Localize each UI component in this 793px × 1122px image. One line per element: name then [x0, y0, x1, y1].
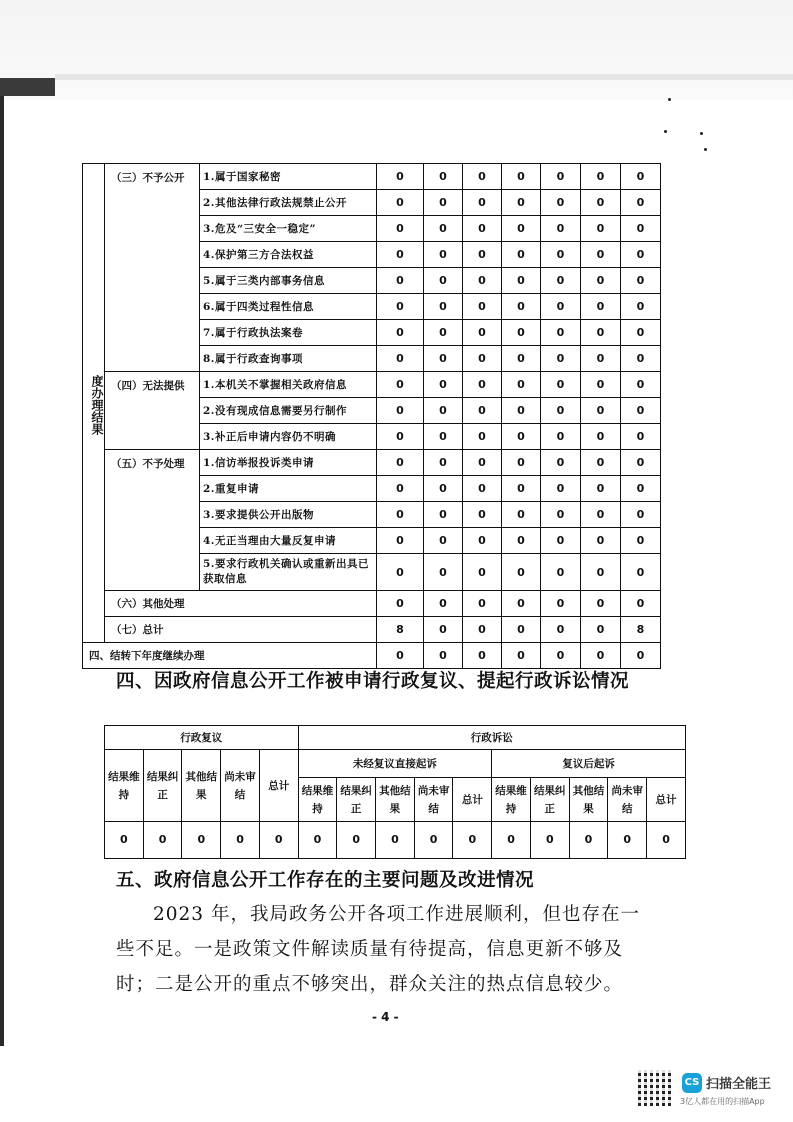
after-header: 复议后起诉: [492, 750, 686, 778]
cell-value: 0: [377, 372, 424, 398]
cell-value: 0: [377, 320, 424, 346]
cell-value: 0: [647, 822, 686, 859]
cell-value: 0: [453, 822, 492, 859]
cell-value: 0: [463, 643, 502, 669]
after-col: 尚未审结: [608, 778, 647, 822]
cell-value: 0: [621, 164, 661, 190]
cell-value: 0: [105, 822, 144, 859]
cell-value: 0: [621, 372, 661, 398]
table-row: [83, 617, 661, 643]
cell-value: 0: [621, 643, 661, 669]
cell-value: 0: [182, 822, 221, 859]
cell-value: 0: [463, 424, 502, 450]
cell-value: 0: [463, 190, 502, 216]
cell-value: 0: [502, 242, 541, 268]
watermark-name: 扫描全能王: [706, 1077, 772, 1092]
row-label: 7.属于行政执法案卷: [200, 320, 377, 346]
after-col: 其他结果: [569, 778, 608, 822]
cell-value: 0: [502, 450, 541, 476]
cell-value: 0: [581, 242, 621, 268]
camscanner-logo-icon: CS: [682, 1073, 702, 1093]
cell-value: 0: [463, 216, 502, 242]
cell-value: 0: [581, 617, 621, 643]
cell-value: 0: [541, 424, 581, 450]
paragraph-line: 些不足。一是政策文件解读质量有待提高，信息更新不够及: [116, 939, 624, 960]
cell-value: 0: [424, 502, 463, 528]
cell-value: 0: [463, 617, 502, 643]
table-row: [83, 372, 661, 398]
cell-value: 0: [463, 502, 502, 528]
cell-value: 0: [502, 320, 541, 346]
cell-value: 0: [541, 591, 581, 617]
cell-value: 0: [581, 502, 621, 528]
cell-value: 0: [463, 372, 502, 398]
direct-col: 结果纠正: [337, 778, 376, 822]
review-col: 尚未审结: [221, 750, 260, 822]
cell-value: 0: [424, 242, 463, 268]
after-col: 总计: [647, 778, 686, 822]
cell-value: 0: [621, 591, 661, 617]
cell-value: 0: [377, 476, 424, 502]
table-row: [83, 591, 661, 617]
cell-value: 0: [581, 450, 621, 476]
cell-value: 0: [424, 424, 463, 450]
cell-value: 0: [581, 591, 621, 617]
cell-value: 0: [541, 554, 581, 591]
cell-value: 0: [581, 190, 621, 216]
cell-value: 0: [581, 424, 621, 450]
paragraph-line: 时；二是公开的重点不够突出，群众关注的热点信息较少。: [116, 974, 624, 995]
cell-value: 0: [424, 346, 463, 372]
review-header: 行政复议: [105, 726, 299, 750]
cell-value: 0: [541, 643, 581, 669]
cell-value: 0: [621, 502, 661, 528]
cell-value: 0: [377, 164, 424, 190]
cell-value: 0: [463, 268, 502, 294]
group-label: （五）不予处理: [105, 450, 200, 591]
cell-value: 0: [377, 190, 424, 216]
cell-value: 0: [541, 502, 581, 528]
cell-value: 0: [541, 164, 581, 190]
cell-value: 0: [621, 294, 661, 320]
cell-value: 0: [581, 164, 621, 190]
cell-value: 0: [424, 372, 463, 398]
scan-shadow: [0, 78, 55, 96]
cell-value: 0: [581, 294, 621, 320]
direct-header: 未经复议直接起诉: [298, 750, 492, 778]
group-label: （四）无法提供: [105, 372, 200, 450]
row-label: 1.信访举报投诉类申请: [200, 450, 377, 476]
row-label: 3.危及“三安全一稳定”: [200, 216, 377, 242]
cell-value: 0: [502, 268, 541, 294]
after-col: 结果维持: [492, 778, 531, 822]
review-col: 结果维持: [105, 750, 144, 822]
cell-value: 0: [621, 398, 661, 424]
cell-value: 0: [581, 643, 621, 669]
cell-value: 0: [424, 268, 463, 294]
cell-value: 0: [608, 822, 647, 859]
cell-value: 0: [337, 822, 376, 859]
cell-value: 0: [377, 268, 424, 294]
direct-col: 总计: [453, 778, 492, 822]
results-table: [82, 163, 661, 669]
cell-value: 0: [621, 476, 661, 502]
litigation-header: 行政诉讼: [298, 726, 685, 750]
cell-value: 0: [502, 502, 541, 528]
cell-value: 0: [569, 822, 608, 859]
cell-value: 0: [424, 398, 463, 424]
cell-value: 0: [463, 554, 502, 591]
cell-value: 0: [502, 372, 541, 398]
cell-value: 0: [377, 398, 424, 424]
cell-value: 0: [502, 528, 541, 554]
cell-value: 0: [463, 591, 502, 617]
row-label: 6.属于四类过程性信息: [200, 294, 377, 320]
cell-value: 0: [541, 190, 581, 216]
cell-value: 0: [621, 268, 661, 294]
cell-value: 0: [502, 164, 541, 190]
cell-value: 0: [377, 424, 424, 450]
page-number: - 4 -: [372, 1010, 399, 1024]
cell-value: 0: [424, 476, 463, 502]
cell-value: 0: [541, 476, 581, 502]
cell-value: 8: [621, 617, 661, 643]
cell-value: 0: [621, 320, 661, 346]
cell-value: 0: [581, 372, 621, 398]
section-4-title: 四、因政府信息公开工作被申请行政复议、提起行政诉讼情况: [116, 671, 630, 692]
cell-value: 0: [424, 216, 463, 242]
cell-value: 0: [621, 190, 661, 216]
cell-value: 0: [424, 617, 463, 643]
row-label: 5.要求行政机关确认或重新出具已获取信息: [200, 554, 377, 591]
paragraph-line: 2023 年，我局政务公开各项工作进展顺利，但也存在一: [153, 904, 640, 925]
cell-value: 0: [541, 528, 581, 554]
side-label: 度办理结果: [83, 164, 105, 643]
cell-value: 0: [581, 476, 621, 502]
cell-value: 0: [581, 554, 621, 591]
cell-value: 0: [621, 216, 661, 242]
cell-value: 0: [541, 372, 581, 398]
cell-value: 0: [581, 216, 621, 242]
table-row: [83, 164, 661, 190]
cell-value: 0: [424, 294, 463, 320]
cell-value: 0: [502, 294, 541, 320]
cell-value: 0: [377, 554, 424, 591]
cell-value: 0: [581, 528, 621, 554]
review-col: 总计: [259, 750, 298, 822]
review-col: 结果纠正: [143, 750, 182, 822]
cell-value: 0: [541, 294, 581, 320]
table-row: [105, 822, 686, 859]
cell-value: 0: [463, 164, 502, 190]
qr-code-icon: [638, 1070, 674, 1106]
row-label: 2.其他法律行政法规禁止公开: [200, 190, 377, 216]
cell-value: 0: [541, 242, 581, 268]
cell-value: 0: [463, 346, 502, 372]
cell-value: 0: [502, 476, 541, 502]
cell-value: 0: [377, 346, 424, 372]
cell-value: 0: [424, 591, 463, 617]
cell-value: 0: [621, 554, 661, 591]
cell-value: 0: [377, 242, 424, 268]
cell-value: 0: [530, 822, 569, 859]
cell-value: 0: [259, 822, 298, 859]
row-label: 5.属于三类内部事务信息: [200, 268, 377, 294]
cell-value: 0: [502, 554, 541, 591]
cell-value: 0: [502, 424, 541, 450]
direct-col: 结果维持: [298, 778, 337, 822]
scan-strip: [55, 74, 793, 80]
row-label: 2.没有现成信息需要另行制作: [200, 398, 377, 424]
cell-value: 0: [621, 528, 661, 554]
direct-col: 其他结果: [376, 778, 415, 822]
watermark-tagline: 3亿人都在用的扫描App: [680, 1097, 765, 1106]
cell-value: 0: [581, 346, 621, 372]
other-label: （六）其他处理: [105, 591, 377, 617]
cell-value: 0: [502, 617, 541, 643]
cell-value: 0: [377, 216, 424, 242]
total-label: （七）总计: [105, 617, 377, 643]
section-5-title: 五、政府信息公开工作存在的主要问题及改进情况: [116, 870, 535, 891]
review-litigation-table: [104, 725, 686, 859]
cell-value: 0: [377, 643, 424, 669]
row-label: 2.重复申请: [200, 476, 377, 502]
cell-value: 0: [414, 822, 453, 859]
row-label: 4.保护第三方合法权益: [200, 242, 377, 268]
cell-value: 0: [424, 164, 463, 190]
cell-value: 0: [424, 643, 463, 669]
direct-col: 尚未审结: [414, 778, 453, 822]
cell-value: 0: [424, 320, 463, 346]
cell-value: 0: [463, 242, 502, 268]
cell-value: 0: [621, 242, 661, 268]
cell-value: 0: [502, 398, 541, 424]
scan-top-edge: [0, 0, 793, 100]
carry-label: 四、结转下年度继续办理: [83, 643, 377, 669]
cell-value: 0: [377, 450, 424, 476]
cell-value: 0: [298, 822, 337, 859]
review-col: 其他结果: [182, 750, 221, 822]
cell-value: 0: [621, 424, 661, 450]
cell-value: 0: [621, 346, 661, 372]
cell-value: 0: [581, 398, 621, 424]
row-label: 8.属于行政查询事项: [200, 346, 377, 372]
cell-value: 0: [621, 450, 661, 476]
cell-value: 0: [541, 320, 581, 346]
cell-value: 0: [492, 822, 531, 859]
cell-value: 0: [502, 216, 541, 242]
cell-value: 0: [541, 268, 581, 294]
row-label: 3.补正后申请内容仍不明确: [200, 424, 377, 450]
after-col: 结果纠正: [530, 778, 569, 822]
cell-value: 0: [463, 294, 502, 320]
cell-value: 0: [581, 320, 621, 346]
cell-value: 0: [463, 450, 502, 476]
cell-value: 0: [377, 294, 424, 320]
row-label: 3.要求提供公开出版物: [200, 502, 377, 528]
cell-value: 0: [541, 450, 581, 476]
cell-value: 0: [376, 822, 415, 859]
row-label: 1.本机关不掌握相关政府信息: [200, 372, 377, 398]
cell-value: 0: [463, 320, 502, 346]
row-label: 4.无正当理由大量反复申请: [200, 528, 377, 554]
cell-value: 0: [463, 398, 502, 424]
group-label: （三）不予公开: [105, 164, 200, 372]
cell-value: 0: [221, 822, 260, 859]
cell-value: 0: [143, 822, 182, 859]
cell-value: 0: [377, 591, 424, 617]
cell-value: 0: [541, 398, 581, 424]
table-row: [83, 450, 661, 476]
cell-value: 0: [502, 346, 541, 372]
cell-value: 0: [424, 528, 463, 554]
cell-value: 0: [541, 346, 581, 372]
cell-value: 0: [541, 216, 581, 242]
cell-value: 0: [502, 643, 541, 669]
cell-value: 0: [581, 268, 621, 294]
cell-value: 0: [424, 554, 463, 591]
cell-value: 0: [377, 502, 424, 528]
cell-value: 0: [424, 190, 463, 216]
cell-value: 0: [502, 190, 541, 216]
cell-value: 8: [377, 617, 424, 643]
row-label: 1.属于国家秘密: [200, 164, 377, 190]
cell-value: 0: [463, 476, 502, 502]
scan-left-edge: [0, 96, 4, 1046]
cell-value: 0: [424, 450, 463, 476]
cell-value: 0: [502, 591, 541, 617]
cell-value: 0: [541, 617, 581, 643]
cell-value: 0: [463, 528, 502, 554]
cell-value: 0: [377, 528, 424, 554]
